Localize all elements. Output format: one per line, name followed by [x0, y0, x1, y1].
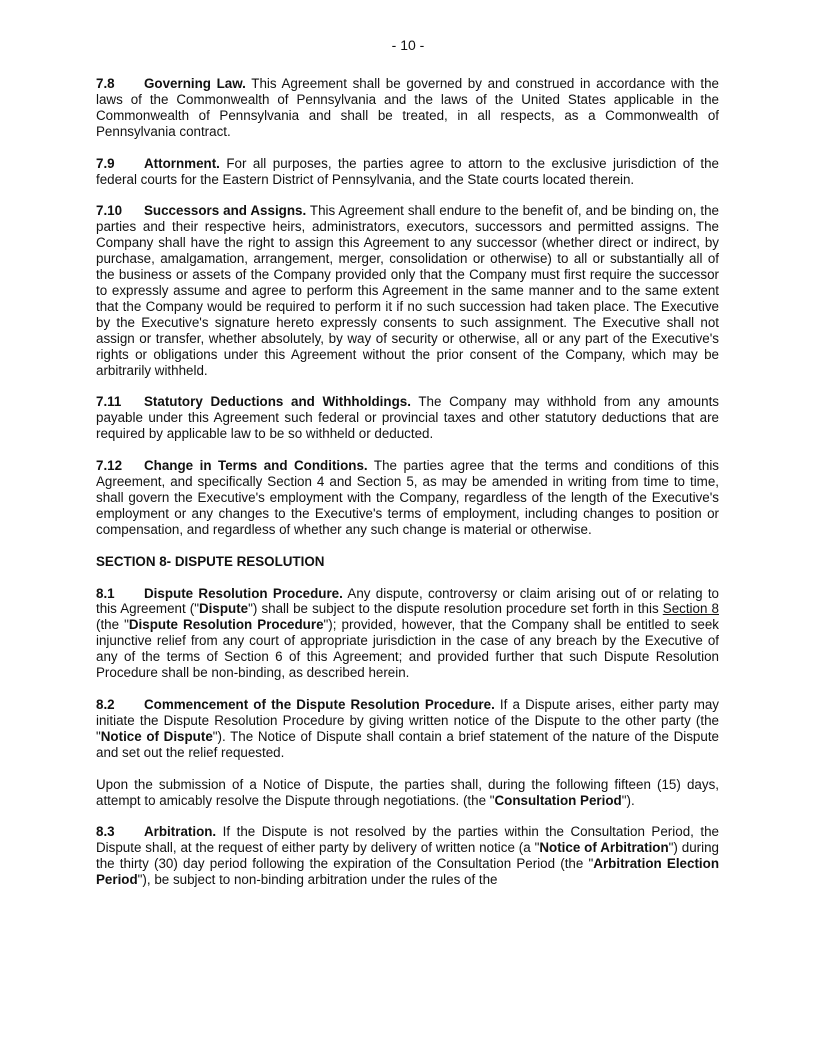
- section-text: If the Dispute is not resolved by the parties within the Consultation Period, the Dispute shall, at the request of either party by delivery of written notice (a ": [96, 824, 719, 856]
- section-text: ") shall be subject to the dispute resolution procedure set forth in this: [248, 601, 663, 617]
- section-7-10: [96, 203, 719, 378]
- section-text: This Agreement shall endure to the benefit of, and be binding on, the parties and their respective heirs, administrators, executors, successors and permitted assigns. The Company shall have the right to assign this Agreement to any successor (whether direct or indirect, by purchase, amalgamation, arrangement, merger, consolidation or otherwise) to all or substantially all of the business or assets of the Company provided only that the Company must first require the successor to expressly assume and agree to perform this Agreement in the same manner and to the same extent that the Company would be required to perform it if no such succession had taken place. The Executive by the Executive's signature hereto expressly consents to such assignment. The Executive shall not assign or transfer, whether absolutely, by way of security or otherwise, all or any part of the Executive's rights or obligations under this Agreement without the prior consent of the Company, which may be arbitrarily withheld.: [96, 203, 719, 378]
- section-7-9: [96, 156, 719, 188]
- section-text: "); provided, however, that the Company shall be entitled to seek injunctive relief from any court of appropriate jurisdiction in the case of any breach by the Executive of any of the terms of Section 6 of this Agreement; and provided further that such Dispute Resolution Procedure shall be non-binding, as described herein.: [96, 617, 719, 681]
- section-text: "), be subject to non-binding arbitration under the rules of the: [137, 872, 498, 888]
- section-heading: Statutory Deductions and Withholdings.: [144, 394, 411, 410]
- defined-term: Notice of Dispute: [100, 728, 213, 744]
- page-number: - 10 -: [391, 37, 425, 53]
- section-text: The parties agree that the terms and conditions of this Agreement, and specifically Section 4 and Section 5, as may be amended in writing from time to time, shall govern the Executive's employment with the Company, regardless of the length of the Executive's employment or any changes to the Executive's terms of employment, including changes to position or compensation, and regardless of whether any such change is material or otherwise.: [96, 458, 720, 537]
- section-number: 7.9: [96, 155, 115, 171]
- defined-term: Dispute Resolution Procedure: [128, 617, 324, 633]
- section-8-2-consultation: [96, 777, 719, 809]
- section-reference: Section 8: [662, 601, 719, 617]
- document-body: [96, 76, 719, 904]
- section-text: For all purposes, the parties agree to attorn to the exclusive jurisdiction of the federal courts for the Eastern District of Pennsylvania, and the State courts located therein.: [96, 155, 719, 187]
- section-number: 7.11: [96, 394, 122, 410]
- section-number: 7.8: [96, 76, 115, 91]
- section-text: The Company may withhold from any amounts payable under this Agreement such federal or provincial taxes and other statutory deductions that are required by applicable law to be so withheld or deducted.: [96, 394, 719, 442]
- section-heading: Change in Terms and Conditions.: [144, 458, 368, 474]
- section-heading: Commencement of the Dispute Resolution Procedure.: [144, 697, 495, 712]
- section-text: ").: [621, 792, 635, 808]
- section-text: (the ": [96, 617, 129, 633]
- section-heading: Dispute Resolution Procedure.: [144, 585, 343, 601]
- section-8-title: SECTION 8- DISPUTE RESOLUTION: [96, 553, 325, 569]
- section-text: If a Dispute arises, either party may initiate the Dispute Resolution Procedure by giving written notice of the Dispute to the other party (the ": [96, 697, 719, 744]
- section-heading: Governing Law.: [144, 76, 246, 91]
- defined-term: Consultation Period: [494, 792, 622, 808]
- section-7-12: [96, 458, 719, 538]
- section-7-8: [96, 76, 719, 140]
- section-number: 8.2: [96, 697, 115, 712]
- section-7-11: [96, 394, 719, 442]
- defined-term: Notice of Arbitration: [539, 840, 669, 856]
- section-heading: Arbitration.: [144, 824, 217, 840]
- section-heading: Attornment.: [144, 155, 220, 171]
- section-8-3: [96, 824, 719, 888]
- section-heading: Successors and Assigns.: [144, 203, 307, 219]
- section-text: Upon the submission of a Notice of Dispute, the parties shall, during the following fifteen (15) days, attempt to amicably resolve the Dispute through negotiations. (the ": [96, 776, 719, 808]
- section-text: ") during the thirty (30) day period following the expiration of the Consultation Period (the ": [96, 840, 719, 872]
- section-number: 7.10: [96, 203, 123, 219]
- section-number: 8.1: [96, 585, 115, 601]
- section-text: "). The Notice of Dispute shall contain a brief statement of the nature of the Dispute and set out the relief requested.: [96, 728, 719, 760]
- defined-term: Arbitration Election Period: [96, 856, 719, 888]
- section-number: 7.12: [96, 458, 123, 474]
- section-number: 8.3: [96, 824, 115, 840]
- section-text: Any dispute, controversy or claim arising out of or relating to this Agreement (": [96, 585, 720, 617]
- section-8-2: [96, 697, 719, 761]
- section-text: This Agreement shall be governed by and construed in accordance with the laws of the Commonwealth of Pennsylvania and the laws of the United States applicable in the Commonwealth of Pennsylvania and shall be treated, in all respects, as a Commonwealth of Pennsylvania contract.: [96, 76, 719, 139]
- defined-term: Dispute: [199, 601, 249, 617]
- section-8-1: [96, 586, 719, 681]
